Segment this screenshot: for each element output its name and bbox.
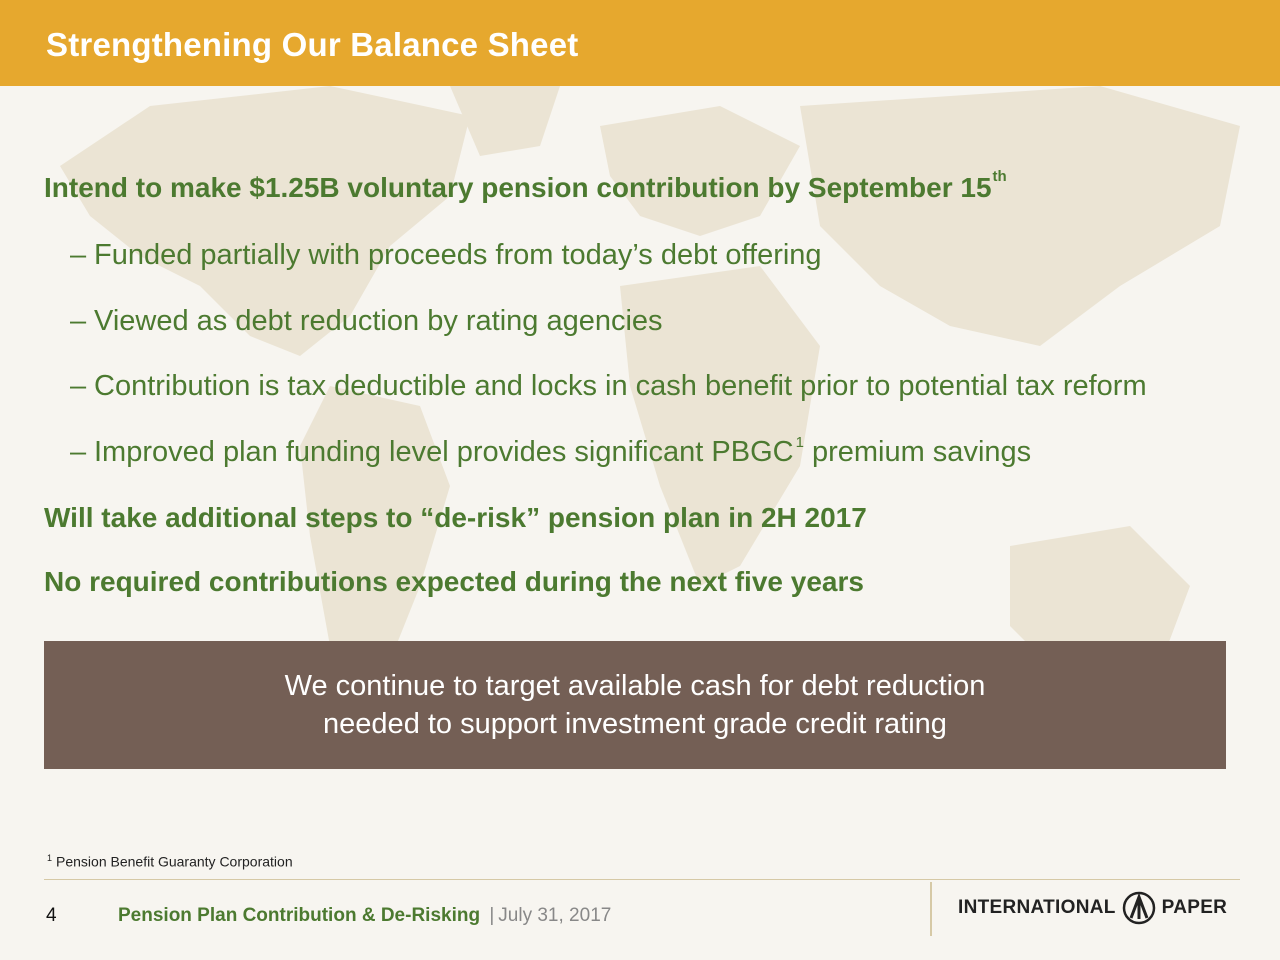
bullet-text: Intend to make $1.25B voluntary pension contribution by September 15 — [44, 172, 992, 203]
bullet-text: No required contributions expected during the next five years — [44, 566, 864, 597]
page-number: 4 — [46, 905, 57, 926]
footer-caption — [118, 905, 611, 927]
sub-bullet-tax-deductible — [70, 370, 1147, 403]
callout-line-1: We continue to target available cash for debt reduction — [284, 670, 986, 702]
slide-header — [0, 0, 1280, 86]
dash-marker: – — [70, 436, 87, 468]
footnote-reference: 1 — [795, 434, 804, 451]
footer-title: Pension Plan Contribution & De-Risking — [118, 905, 481, 926]
bullet-no-required-contributions — [44, 566, 864, 598]
callout-box — [44, 641, 1226, 769]
dash-marker: – — [70, 305, 87, 337]
sub-bullet-pbgc-savings — [70, 436, 1031, 469]
dash-marker: – — [70, 370, 87, 402]
logo-emblem-icon — [1122, 891, 1156, 925]
bullet-de-risk — [44, 502, 867, 534]
footer-rule — [44, 879, 1240, 880]
sub-bullet-text: Viewed as debt reduction by rating agencies — [94, 305, 663, 337]
footer-divider — [930, 882, 932, 936]
footer-separator: | — [489, 905, 495, 926]
dash-marker: – — [70, 239, 87, 271]
sub-bullet-text: Funded partially with proceeds from today’s debt offering — [94, 239, 822, 271]
international-paper-logo — [958, 890, 1227, 926]
slide-title: Strengthening Our Balance Sheet — [46, 26, 579, 63]
logo-word-paper: PAPER — [1161, 897, 1228, 918]
footnote — [47, 853, 293, 870]
sub-bullet-text: Contribution is tax deductible and locks in cash benefit prior to potential tax reform — [94, 370, 1147, 402]
sub-bullet-text-continued: premium savings — [811, 436, 1032, 468]
sub-bullet-debt-offering — [70, 239, 822, 272]
footnote-marker: 1 — [47, 853, 53, 863]
sub-bullet-text: Improved plan funding level provides significant PBGC — [94, 436, 794, 468]
bullet-text: Will take additional steps to “de-risk” pension plan in 2H 2017 — [44, 502, 867, 533]
footnote-text: Pension Benefit Guaranty Corporation — [56, 853, 293, 870]
bullet-pension-contribution — [44, 168, 1007, 204]
callout-line-2: needed to support investment grade credit rating — [323, 708, 947, 740]
ordinal-superscript: th — [992, 168, 1007, 185]
sub-bullet-rating-agencies — [70, 305, 663, 338]
footer-date: July 31, 2017 — [498, 905, 612, 926]
logo-word-international: INTERNATIONAL — [958, 897, 1116, 918]
